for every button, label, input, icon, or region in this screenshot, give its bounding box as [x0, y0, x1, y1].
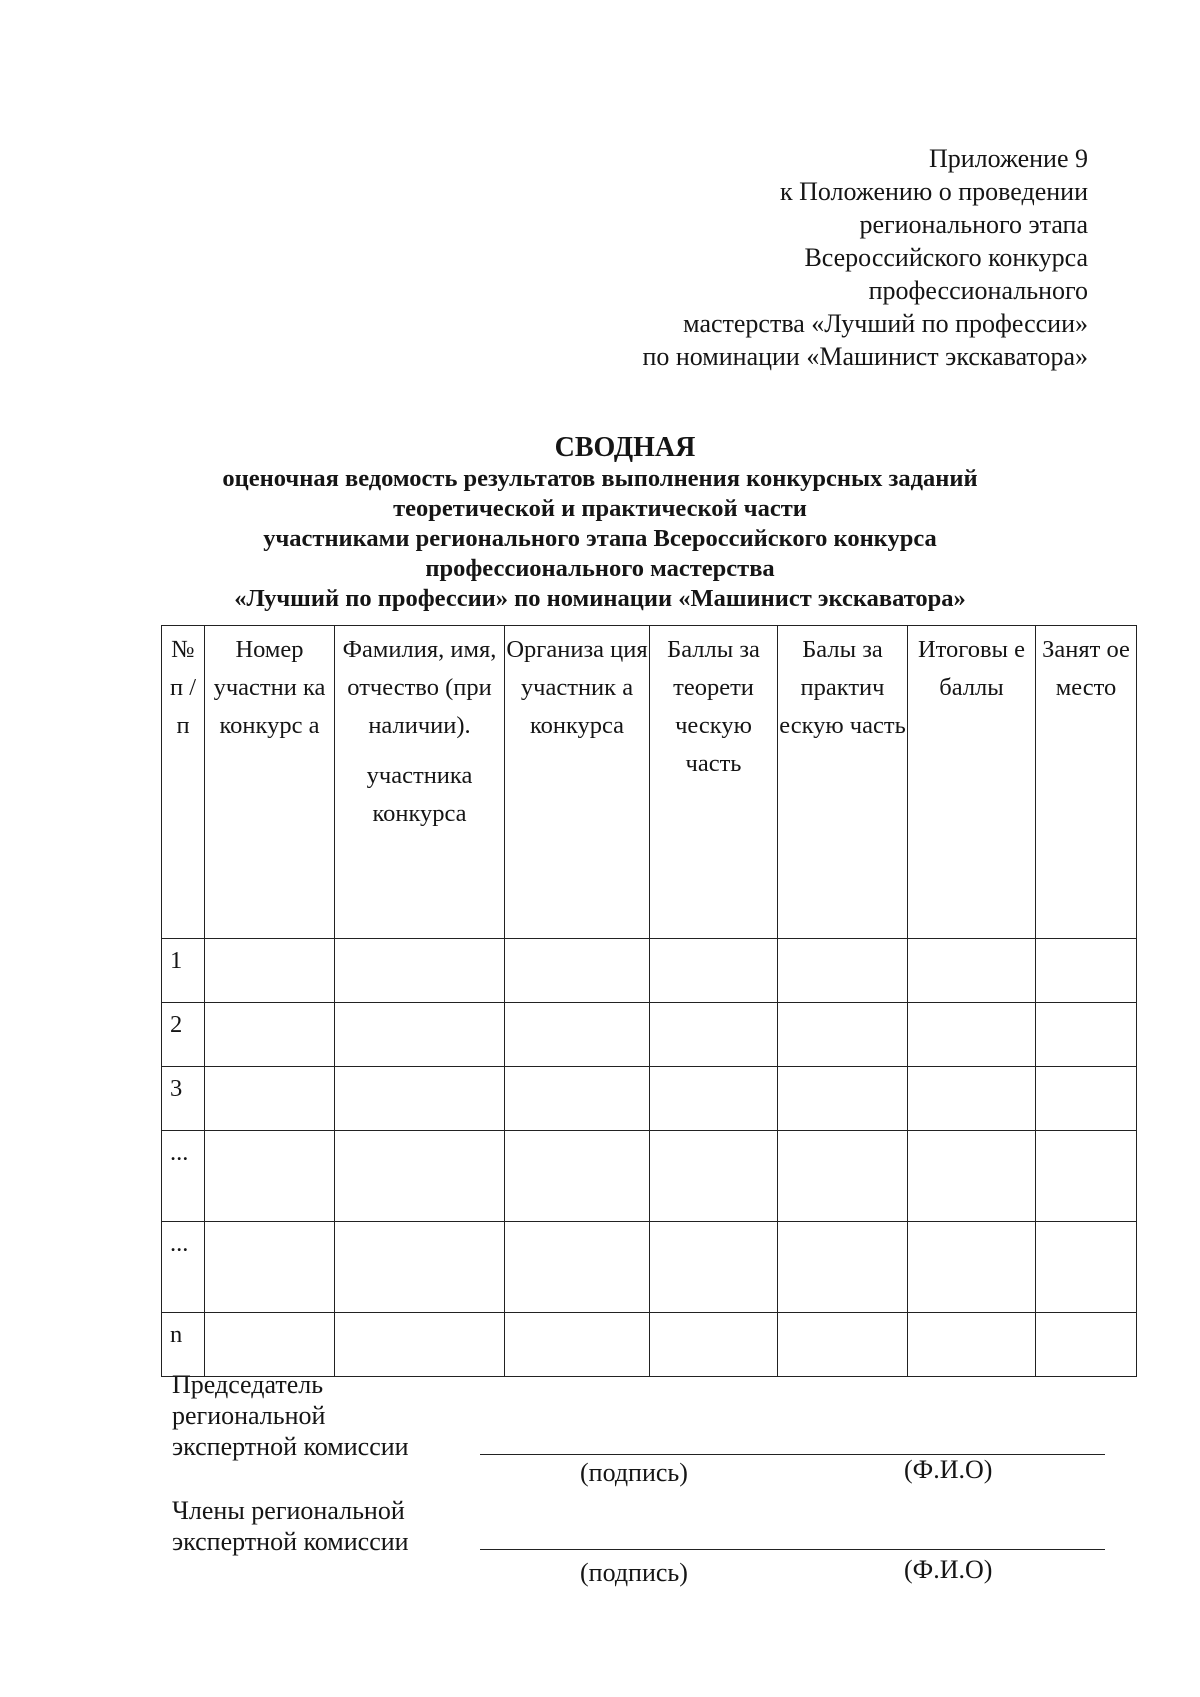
table-cell [908, 1003, 1036, 1067]
members-signature-caption: (подпись) [580, 1558, 688, 1587]
table-cell [335, 1313, 505, 1377]
table-cell [650, 1131, 778, 1222]
table-cell [908, 939, 1036, 1003]
table-row [162, 939, 1137, 1003]
appendix-line: Всероссийского конкурса [804, 243, 1088, 272]
row-number: 2 [162, 1003, 205, 1067]
chair-label-line: экспертной комиссии [172, 1432, 409, 1461]
members-label [172, 1495, 409, 1557]
members-label-line: Члены региональной [172, 1496, 405, 1525]
heading-line: профессионального мастерства [425, 555, 775, 582]
table-cell [1036, 1003, 1137, 1067]
chair-label [172, 1369, 409, 1462]
heading-line: «Лучший по профессии» по номинации «Машинист экскаватора» [234, 585, 966, 612]
results-table [161, 625, 1137, 1377]
column-header-extra: участника конкурса [366, 762, 473, 827]
table-cell [650, 1067, 778, 1131]
chair-label-line: Председатель [172, 1370, 324, 1399]
table-cell [1036, 939, 1137, 1003]
row-number: 3 [162, 1067, 205, 1131]
column-header-text: Номер участни ка конкурс а [213, 636, 326, 739]
table-cell [650, 1313, 778, 1377]
table-cell [205, 939, 335, 1003]
row-number: n [162, 1313, 205, 1377]
table-row [162, 1222, 1137, 1313]
table-cell [908, 1313, 1036, 1377]
table-cell [1036, 1131, 1137, 1222]
table-cell [205, 1313, 335, 1377]
column-header-text: Фамилия, имя, отчество (при наличии). [342, 636, 497, 739]
table-cell [908, 1131, 1036, 1222]
appendix-line: к Положению о проведении [779, 177, 1088, 206]
table-cell [505, 1222, 650, 1313]
row-number: ... [162, 1131, 205, 1222]
table-cell [650, 939, 778, 1003]
appendix-line: профессионального [868, 276, 1088, 305]
table-cell [505, 1003, 650, 1067]
table-cell [778, 1067, 908, 1131]
table-cell [908, 1067, 1036, 1131]
table-cell [335, 1003, 505, 1067]
table-cell [335, 1067, 505, 1131]
row-number: ... [162, 1222, 205, 1313]
column-header-participant-number [205, 626, 335, 939]
column-header-text: Итоговы е баллы [917, 636, 1026, 701]
column-header-text: Организа ция участник а конкурса [506, 636, 648, 739]
document-heading [0, 432, 1200, 614]
table-cell [650, 1003, 778, 1067]
column-header-total-points [908, 626, 1036, 939]
table-row [162, 1003, 1137, 1067]
chair-signature-caption: (подпись) [580, 1458, 688, 1487]
table-cell [205, 1003, 335, 1067]
column-header-text: Занят ое место [1042, 636, 1130, 701]
table-cell [778, 1313, 908, 1377]
table-cell [650, 1222, 778, 1313]
appendix-line: регионального этапа [859, 210, 1088, 239]
appendix-line: мастерства «Лучший по профессии» [683, 309, 1088, 338]
appendix-line: Приложение 9 [928, 144, 1088, 173]
column-header-full-name [335, 626, 505, 939]
table-cell [1036, 1222, 1137, 1313]
row-number: 1 [162, 939, 205, 1003]
table-cell [335, 1222, 505, 1313]
table-cell [1036, 1313, 1137, 1377]
column-header-text: Баллы за теорети ческую часть [667, 636, 760, 777]
table-cell [1036, 1067, 1137, 1131]
column-header-text: Балы за практич ескую часть [779, 636, 906, 739]
table-cell [505, 1313, 650, 1377]
table-header-row [162, 626, 1137, 939]
heading-line: участниками регионального этапа Всероссийского конкурса [263, 525, 937, 552]
members-label-line: экспертной комиссии [172, 1527, 409, 1556]
table-cell [778, 939, 908, 1003]
table-row [162, 1313, 1137, 1377]
members-name-caption: (Ф.И.О) [904, 1555, 993, 1584]
table-cell [205, 1131, 335, 1222]
heading-line: оценочная ведомость результатов выполнения конкурсных заданий [222, 465, 978, 492]
column-header-text: № п / п [169, 636, 197, 739]
chair-label-line: региональной [172, 1401, 326, 1430]
table-cell [778, 1222, 908, 1313]
members-signature-line [480, 1549, 1105, 1550]
table-cell [778, 1003, 908, 1067]
chair-signature-line [480, 1454, 1105, 1455]
table-cell [335, 1131, 505, 1222]
table-cell [205, 1067, 335, 1131]
table-cell [205, 1222, 335, 1313]
table-row [162, 1131, 1137, 1222]
heading-title: СВОДНАЯ [554, 432, 696, 463]
column-header-theory-points [650, 626, 778, 939]
column-header-practice-points [778, 626, 908, 939]
appendix-reference [642, 142, 1088, 373]
chair-name-caption: (Ф.И.О) [904, 1455, 993, 1484]
table-cell [335, 939, 505, 1003]
table-cell [778, 1131, 908, 1222]
column-header-place [1036, 626, 1137, 939]
column-header-number [162, 626, 205, 939]
appendix-line: по номинации «Машинист экскаватора» [642, 342, 1088, 371]
column-header-organization [505, 626, 650, 939]
table-cell [908, 1222, 1036, 1313]
table-cell [505, 939, 650, 1003]
heading-line: теоретической и практической части [393, 495, 807, 522]
table-row [162, 1067, 1137, 1131]
table-cell [505, 1131, 650, 1222]
table-cell [505, 1067, 650, 1131]
